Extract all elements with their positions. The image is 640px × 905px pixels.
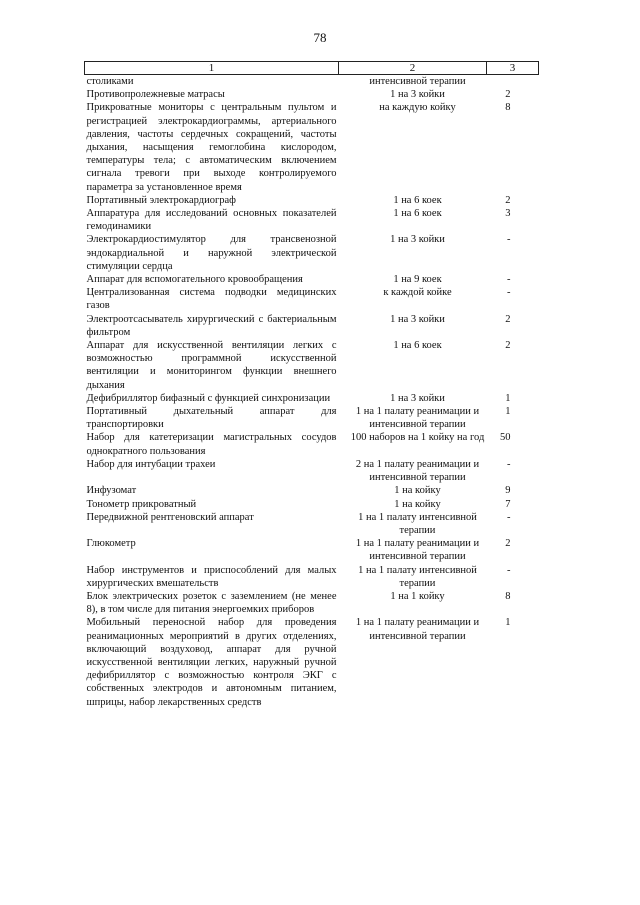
header-col-3: 3 bbox=[487, 62, 539, 75]
equipment-quantity-norm: на каждую койку bbox=[379, 102, 456, 114]
page-number: 78 bbox=[313, 30, 327, 45]
equipment-table-container bbox=[84, 61, 538, 709]
table-row bbox=[85, 511, 539, 537]
table-row bbox=[85, 75, 539, 89]
equipment-quantity-norm: 1 на 1 палату реанимации и интенсивной терапии bbox=[355, 617, 480, 642]
table-row bbox=[85, 498, 539, 511]
equipment-quantity-norm: 1 на 6 коек bbox=[393, 208, 442, 220]
table-row bbox=[85, 458, 539, 484]
equipment-quantity-norm: 1 на 1 палату интенсивной терапии bbox=[358, 511, 477, 536]
equipment-count: 1 bbox=[505, 617, 511, 629]
table-row bbox=[85, 313, 539, 339]
equipment-name: Портативный электрокардиограф bbox=[86, 194, 236, 206]
equipment-count: - bbox=[507, 274, 511, 286]
equipment-name: Тонометр прикроватный bbox=[86, 498, 197, 510]
equipment-quantity-norm: 1 на 3 койки bbox=[390, 89, 445, 101]
table-row bbox=[85, 273, 539, 286]
equipment-name: Набор для катетеризации магистральных сосудов однократного пользования bbox=[86, 432, 337, 457]
equipment-count: 2 bbox=[505, 194, 511, 206]
table-row bbox=[85, 590, 539, 616]
equipment-quantity-norm: 1 на 3 койки bbox=[390, 234, 445, 246]
equipment-count: 1 bbox=[505, 406, 511, 418]
equipment-name: Инфузомат bbox=[86, 485, 137, 497]
equipment-name: Прикроватные мониторы с центральным пультом и регистрацией электрокардиограммы, артериального давления, частоты сердечных сокращений, частоты дыхания, насыщения гемоглобина кислородом, температуры тела; с автоматическим включением сигнала тревоги при выходе контролируемого параметра за установленное время bbox=[86, 102, 337, 193]
equipment-quantity-norm: 1 на 1 палату реанимации и интенсивной терапии bbox=[355, 538, 480, 563]
equipment-count: - bbox=[507, 458, 511, 470]
equipment-quantity-norm: 2 на 1 палату реанимации и интенсивной терапии bbox=[355, 458, 480, 484]
equipment-name: Набор для интубации трахеи bbox=[86, 458, 216, 470]
equipment-count: - bbox=[507, 564, 511, 576]
equipment-quantity-norm: 1 на койку bbox=[394, 498, 441, 510]
equipment-name: Мобильный переносной набор для проведения реанимационных мероприятий в других отделениях, включающий воздуховод, аппарат для ручной искусственной вентиляции легких, наружный ручной дефибриллятор с возможностью контроля ЭКГ с собственных электродов и автономным питанием, шприцы, набор лекарственных средств bbox=[86, 617, 337, 708]
table-row bbox=[85, 616, 539, 708]
equipment-count: 7 bbox=[505, 498, 511, 510]
equipment-table bbox=[84, 61, 539, 709]
equipment-count: 8 bbox=[505, 102, 511, 114]
equipment-count: 1 bbox=[505, 392, 511, 404]
equipment-name: Электрокардиостимулятор для трансвенозной эндокардиальной и наружной электрической стимуляции сердца bbox=[86, 234, 337, 272]
equipment-quantity-norm: 1 на 9 коек bbox=[393, 274, 442, 286]
table-row bbox=[85, 88, 539, 101]
equipment-quantity-norm: 1 на 1 койку bbox=[390, 590, 445, 602]
table-body bbox=[85, 75, 539, 709]
table-row bbox=[85, 339, 539, 392]
equipment-count: - bbox=[507, 511, 511, 523]
equipment-quantity-norm: 1 на 1 палату интенсивной терапии bbox=[358, 564, 477, 589]
equipment-quantity-norm: 100 наборов на 1 койку на год bbox=[350, 432, 485, 444]
table-row bbox=[85, 101, 539, 193]
equipment-name: Противопролежневые матрасы bbox=[86, 89, 225, 101]
equipment-count: 8 bbox=[505, 590, 511, 602]
equipment-name: Передвижной рентгеновский аппарат bbox=[86, 511, 254, 523]
equipment-quantity-norm: 1 на 1 палату реанимации и интенсивной терапии bbox=[355, 406, 480, 431]
equipment-quantity-norm: 1 на 3 койки bbox=[390, 313, 445, 325]
equipment-quantity-norm: 1 на койку bbox=[394, 485, 441, 497]
header-col-1: 1 bbox=[85, 62, 339, 75]
equipment-count: 2 bbox=[505, 340, 511, 352]
equipment-count: 9 bbox=[505, 485, 511, 497]
equipment-count: 2 bbox=[505, 313, 511, 325]
equipment-count: 2 bbox=[505, 538, 511, 550]
table-row bbox=[85, 564, 539, 590]
equipment-name: Аппарат для вспомогательного кровообращения bbox=[86, 274, 303, 286]
equipment-quantity-norm: 1 на 6 коек bbox=[393, 194, 442, 206]
table-row bbox=[85, 431, 539, 457]
equipment-name: Аппарат для искусственной вентиляции легких с возможностью программной искусственной вентиляции и мониторингом функции внешнего дыхания bbox=[86, 340, 337, 391]
header-col-2: 2 bbox=[339, 62, 487, 75]
equipment-name: Аппаратура для исследований основных показателей гемодинамики bbox=[86, 208, 337, 233]
equipment-quantity-norm: к каждой койке bbox=[383, 287, 452, 299]
equipment-name: Портативный дыхательный аппарат для транспортировки bbox=[86, 406, 337, 431]
equipment-name: Централизованная система подводки медицинских газов bbox=[86, 287, 337, 312]
table-row bbox=[85, 405, 539, 431]
equipment-count: - bbox=[507, 234, 511, 246]
header-row bbox=[85, 62, 539, 75]
equipment-name: Глюкометр bbox=[86, 538, 136, 550]
equipment-count bbox=[487, 75, 539, 89]
equipment-quantity-norm: 1 на 3 койки bbox=[390, 392, 445, 404]
table-row bbox=[85, 233, 539, 273]
table-row bbox=[85, 207, 539, 233]
table-row bbox=[85, 537, 539, 563]
equipment-count: 2 bbox=[505, 89, 511, 101]
equipment-name: Электроотсасыватель хирургический с бактериальным фильтром bbox=[86, 313, 337, 338]
equipment-count: 50 bbox=[500, 432, 511, 444]
equipment-count: 3 bbox=[505, 208, 511, 220]
equipment-name: Дефибриллятор бифазный с функцией синхронизации bbox=[86, 392, 331, 404]
equipment-quantity-norm: интенсивной терапии bbox=[369, 76, 466, 87]
table-header bbox=[85, 62, 539, 75]
equipment-count: - bbox=[507, 287, 511, 299]
table-row bbox=[85, 392, 539, 405]
equipment-quantity-norm: 1 на 6 коек bbox=[393, 340, 442, 352]
table-row bbox=[85, 484, 539, 497]
table-row bbox=[85, 194, 539, 207]
table-row bbox=[85, 286, 539, 312]
equipment-name: столиками bbox=[86, 76, 134, 87]
equipment-name: Набор инструментов и приспособлений для малых хирургических вмешательств bbox=[86, 564, 337, 589]
equipment-name: Блок электрических розеток с заземлением (не менее 8), в том числе для питания энергоемких приборов bbox=[86, 590, 337, 616]
